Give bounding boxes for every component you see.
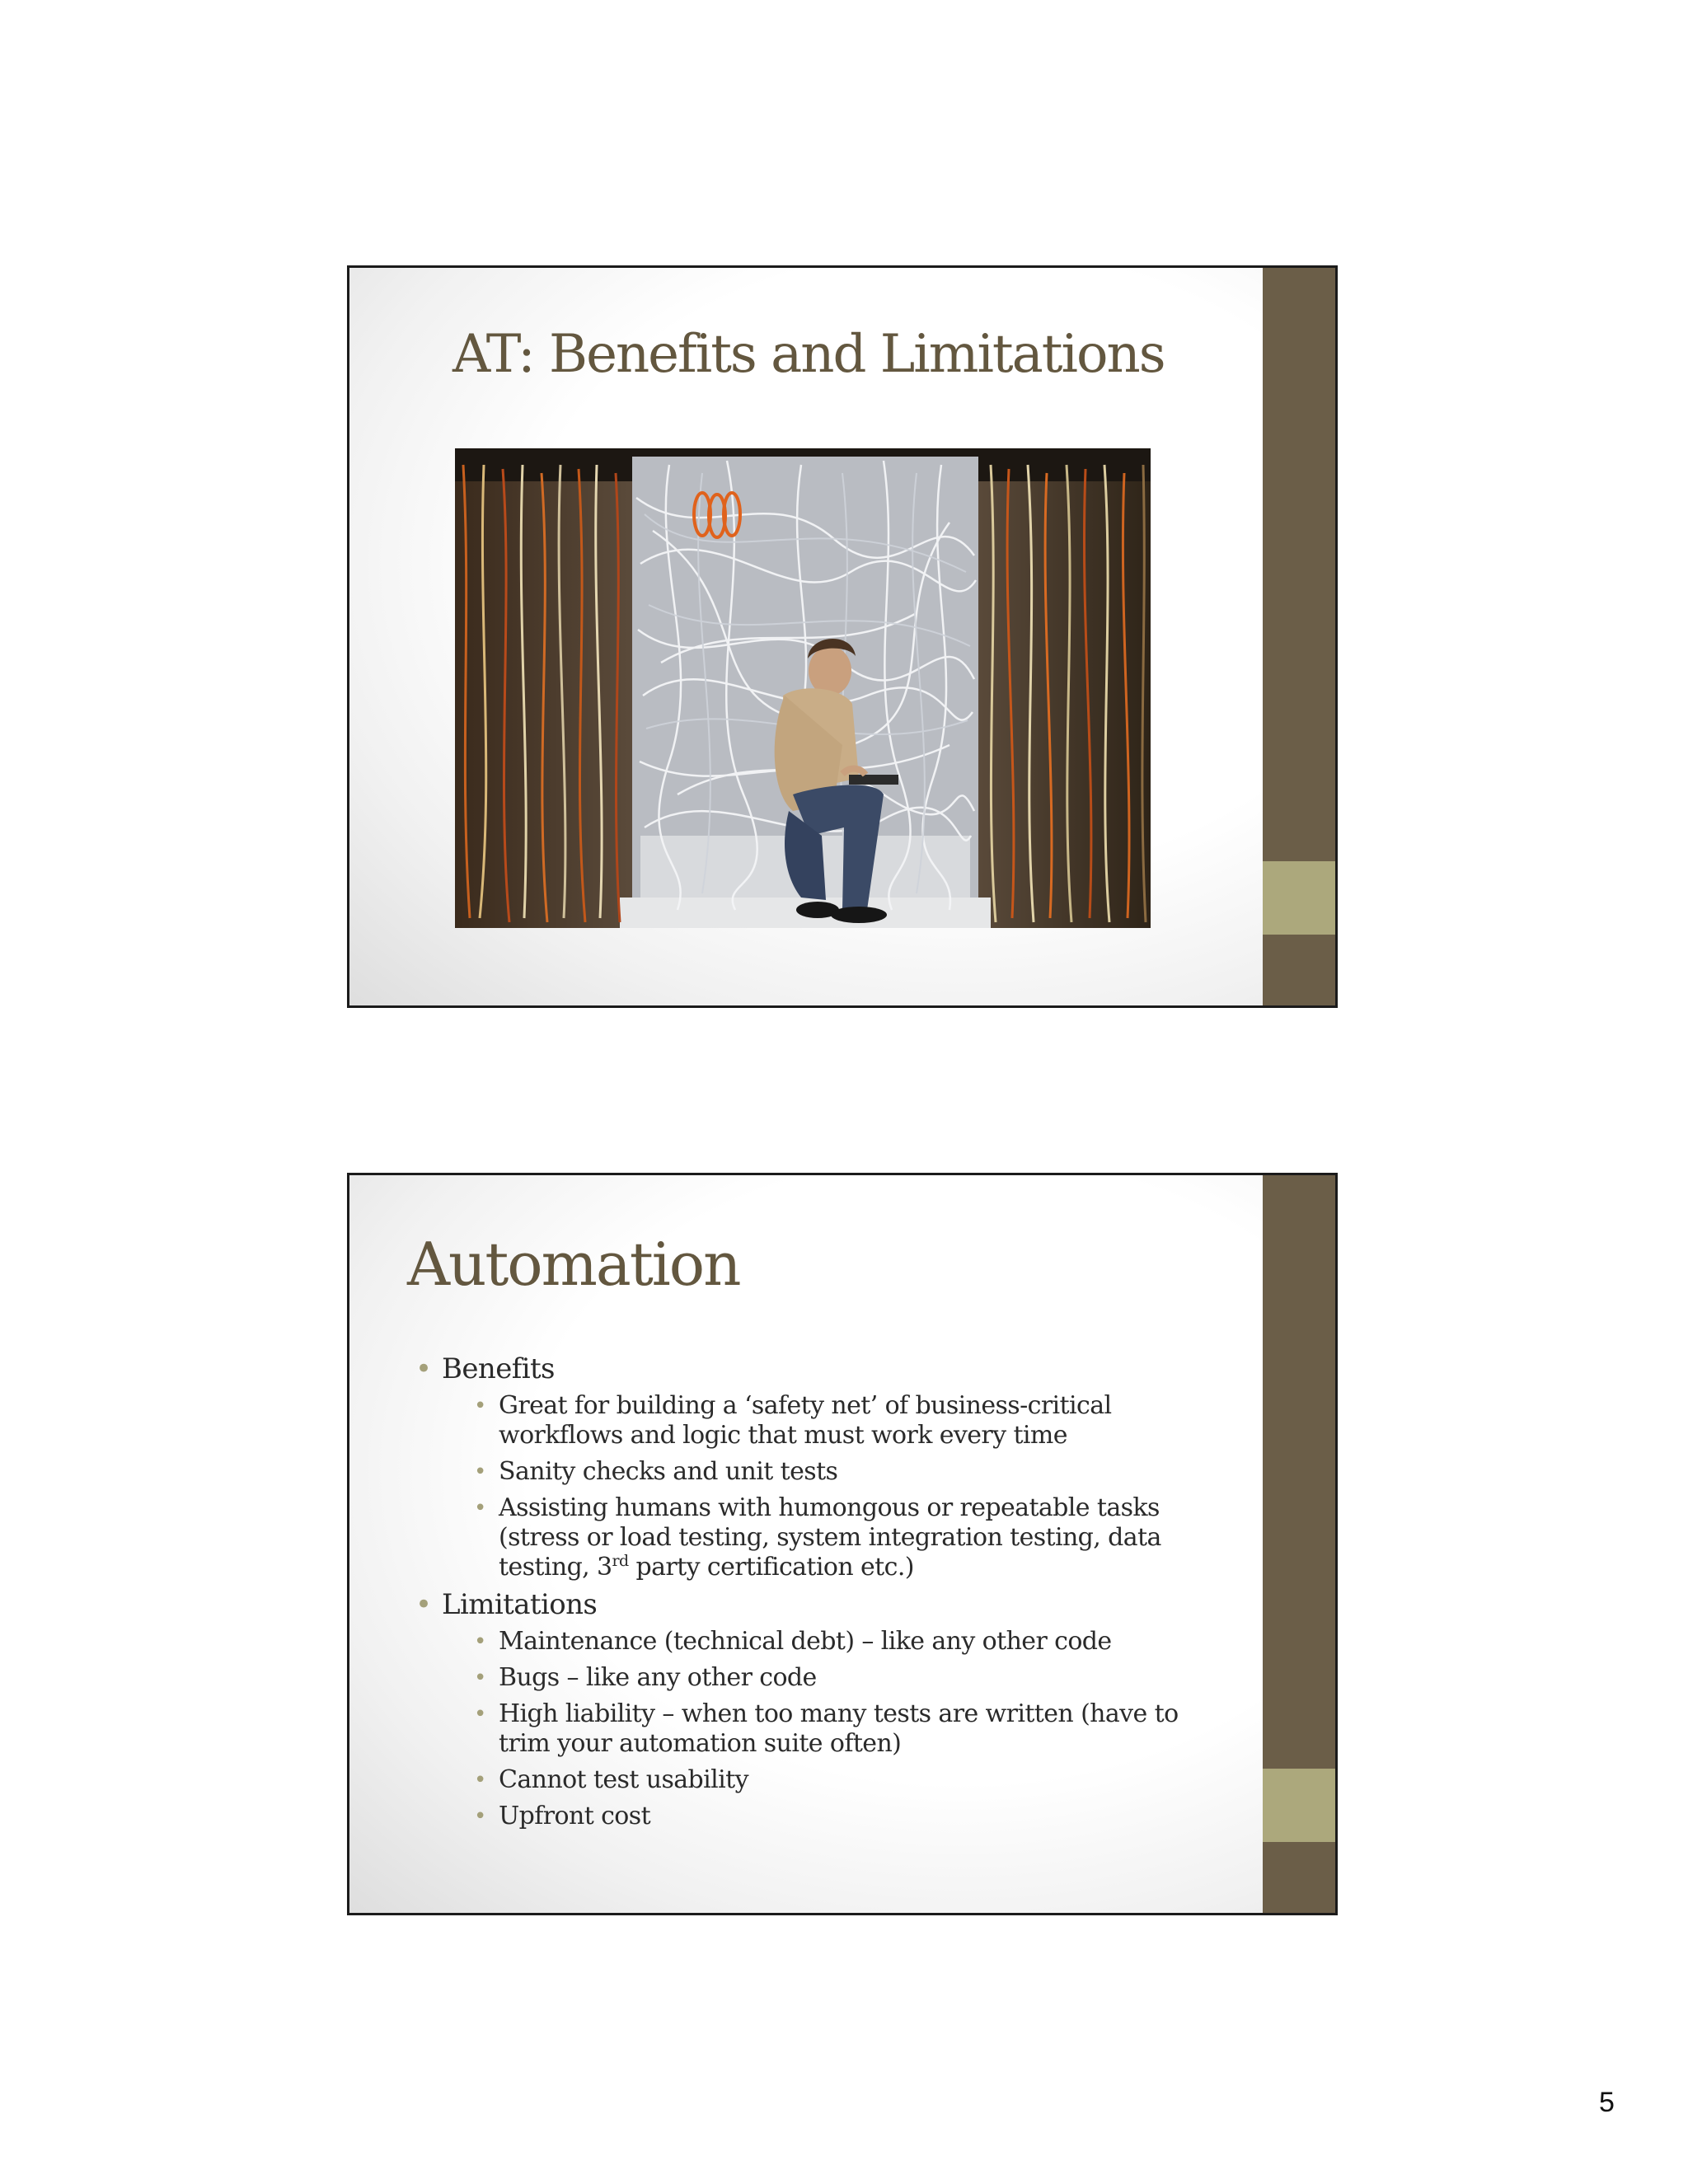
- benefits-list: [442, 1391, 1223, 1582]
- bullet-benefits: [415, 1353, 1223, 1582]
- bullet-icon: •: [415, 1588, 432, 1621]
- list-item: • Upfront cost: [474, 1802, 651, 1830]
- bullet-limitations: [415, 1589, 1223, 1831]
- bullet-icon: •: [474, 1804, 486, 1829]
- bullet-icon: •: [474, 1768, 486, 1793]
- bullet-label: Benefits: [442, 1352, 555, 1385]
- page-number: 5: [1599, 2087, 1615, 2118]
- bullet-icon: •: [474, 1629, 486, 1654]
- bullet-list: [415, 1353, 1223, 1831]
- side-bar: [1263, 268, 1335, 1005]
- slide-2: [347, 1173, 1338, 1915]
- list-item: • Maintenance (technical debt) – like any other code: [474, 1627, 1112, 1656]
- bullet-icon: •: [415, 1352, 432, 1385]
- list-item: • Cannot test usability: [474, 1765, 748, 1794]
- side-bar-accent: [1263, 1769, 1335, 1842]
- slide-title: Automation: [407, 1230, 740, 1299]
- bullet-icon: •: [474, 1394, 486, 1418]
- limitations-list: [442, 1627, 1223, 1831]
- bullet-icon: •: [474, 1496, 486, 1521]
- bullet-label: Limitations: [442, 1588, 598, 1621]
- server-room-photo: [455, 448, 1151, 928]
- slide-title: AT: Benefits and Limitations: [452, 324, 1165, 385]
- list-item: • Great for building a ‘safety net’ of business-critical workflows and logic that must work every time: [474, 1391, 1112, 1450]
- slide-content: [415, 1353, 1223, 1838]
- list-item: • Assisting humans with humongous or repeatable tasks (stress or load testing, system integration testing, data testing, 3rd party certification etc.): [474, 1493, 1161, 1582]
- list-item: • High liability – when too many tests are written (have to trim your automation suite often): [474, 1699, 1179, 1758]
- slide-1: [347, 265, 1338, 1008]
- bullet-icon: •: [474, 1460, 486, 1484]
- bullet-icon: •: [474, 1666, 486, 1690]
- bullet-icon: •: [474, 1702, 486, 1727]
- side-bar: [1263, 1175, 1335, 1913]
- superscript-rd: rd: [612, 1552, 629, 1570]
- list-item: • Sanity checks and unit tests: [474, 1457, 838, 1486]
- side-bar-accent: [1263, 861, 1335, 935]
- list-item: • Bugs – like any other code: [474, 1663, 817, 1692]
